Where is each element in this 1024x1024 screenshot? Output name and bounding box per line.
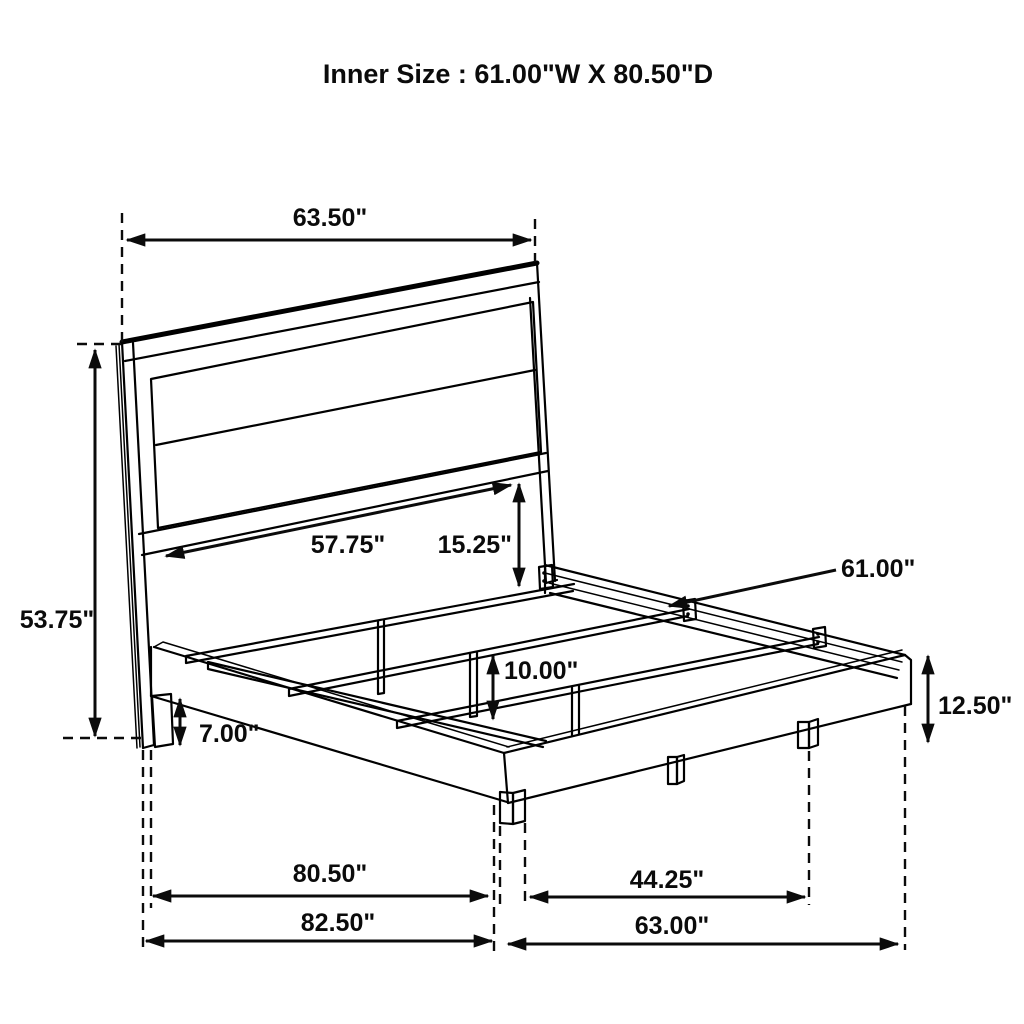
front-leg-right [798,722,809,748]
dim-label-front-leg-span: 44.25" [629,866,705,894]
dim-label-headboard-inner-width: 57.75" [310,531,386,559]
dim-side-rail-height [928,656,1012,742]
dim-label-rail-floor-clearance: 7.00" [199,720,260,748]
dim-label-outer-width: 63.00" [634,912,710,940]
dim-label-slat-length: 61.00" [841,555,916,583]
slats [186,565,826,735]
dim-headboard-height [20,344,147,738]
dim-headboard-clearance [438,484,519,586]
dim-label-inner-depth: 80.50" [292,860,368,888]
dim-label-slat-clearance: 10.00" [504,657,579,685]
dim-outer-width [508,912,898,944]
dim-slat-length [669,555,915,606]
dim-label-headboard-height: 53.75" [19,606,95,634]
diagram-title: Inner Size : 61.00"W X 80.50"D [322,59,714,89]
dim-outer-depth [146,909,492,941]
dim-label-side-rail-height: 12.50" [938,692,1013,720]
dim-label-headboard-width: 63.50" [292,204,368,232]
dim-rail-floor-clearance [180,699,260,748]
dim-label-outer-depth: 82.50" [300,909,376,937]
dim-inner-depth [153,860,488,896]
headboard [116,263,557,748]
dimensions [20,204,1013,953]
dim-label-headboard-clearance: 15.25" [437,531,512,559]
dim-front-leg-span [530,866,805,897]
